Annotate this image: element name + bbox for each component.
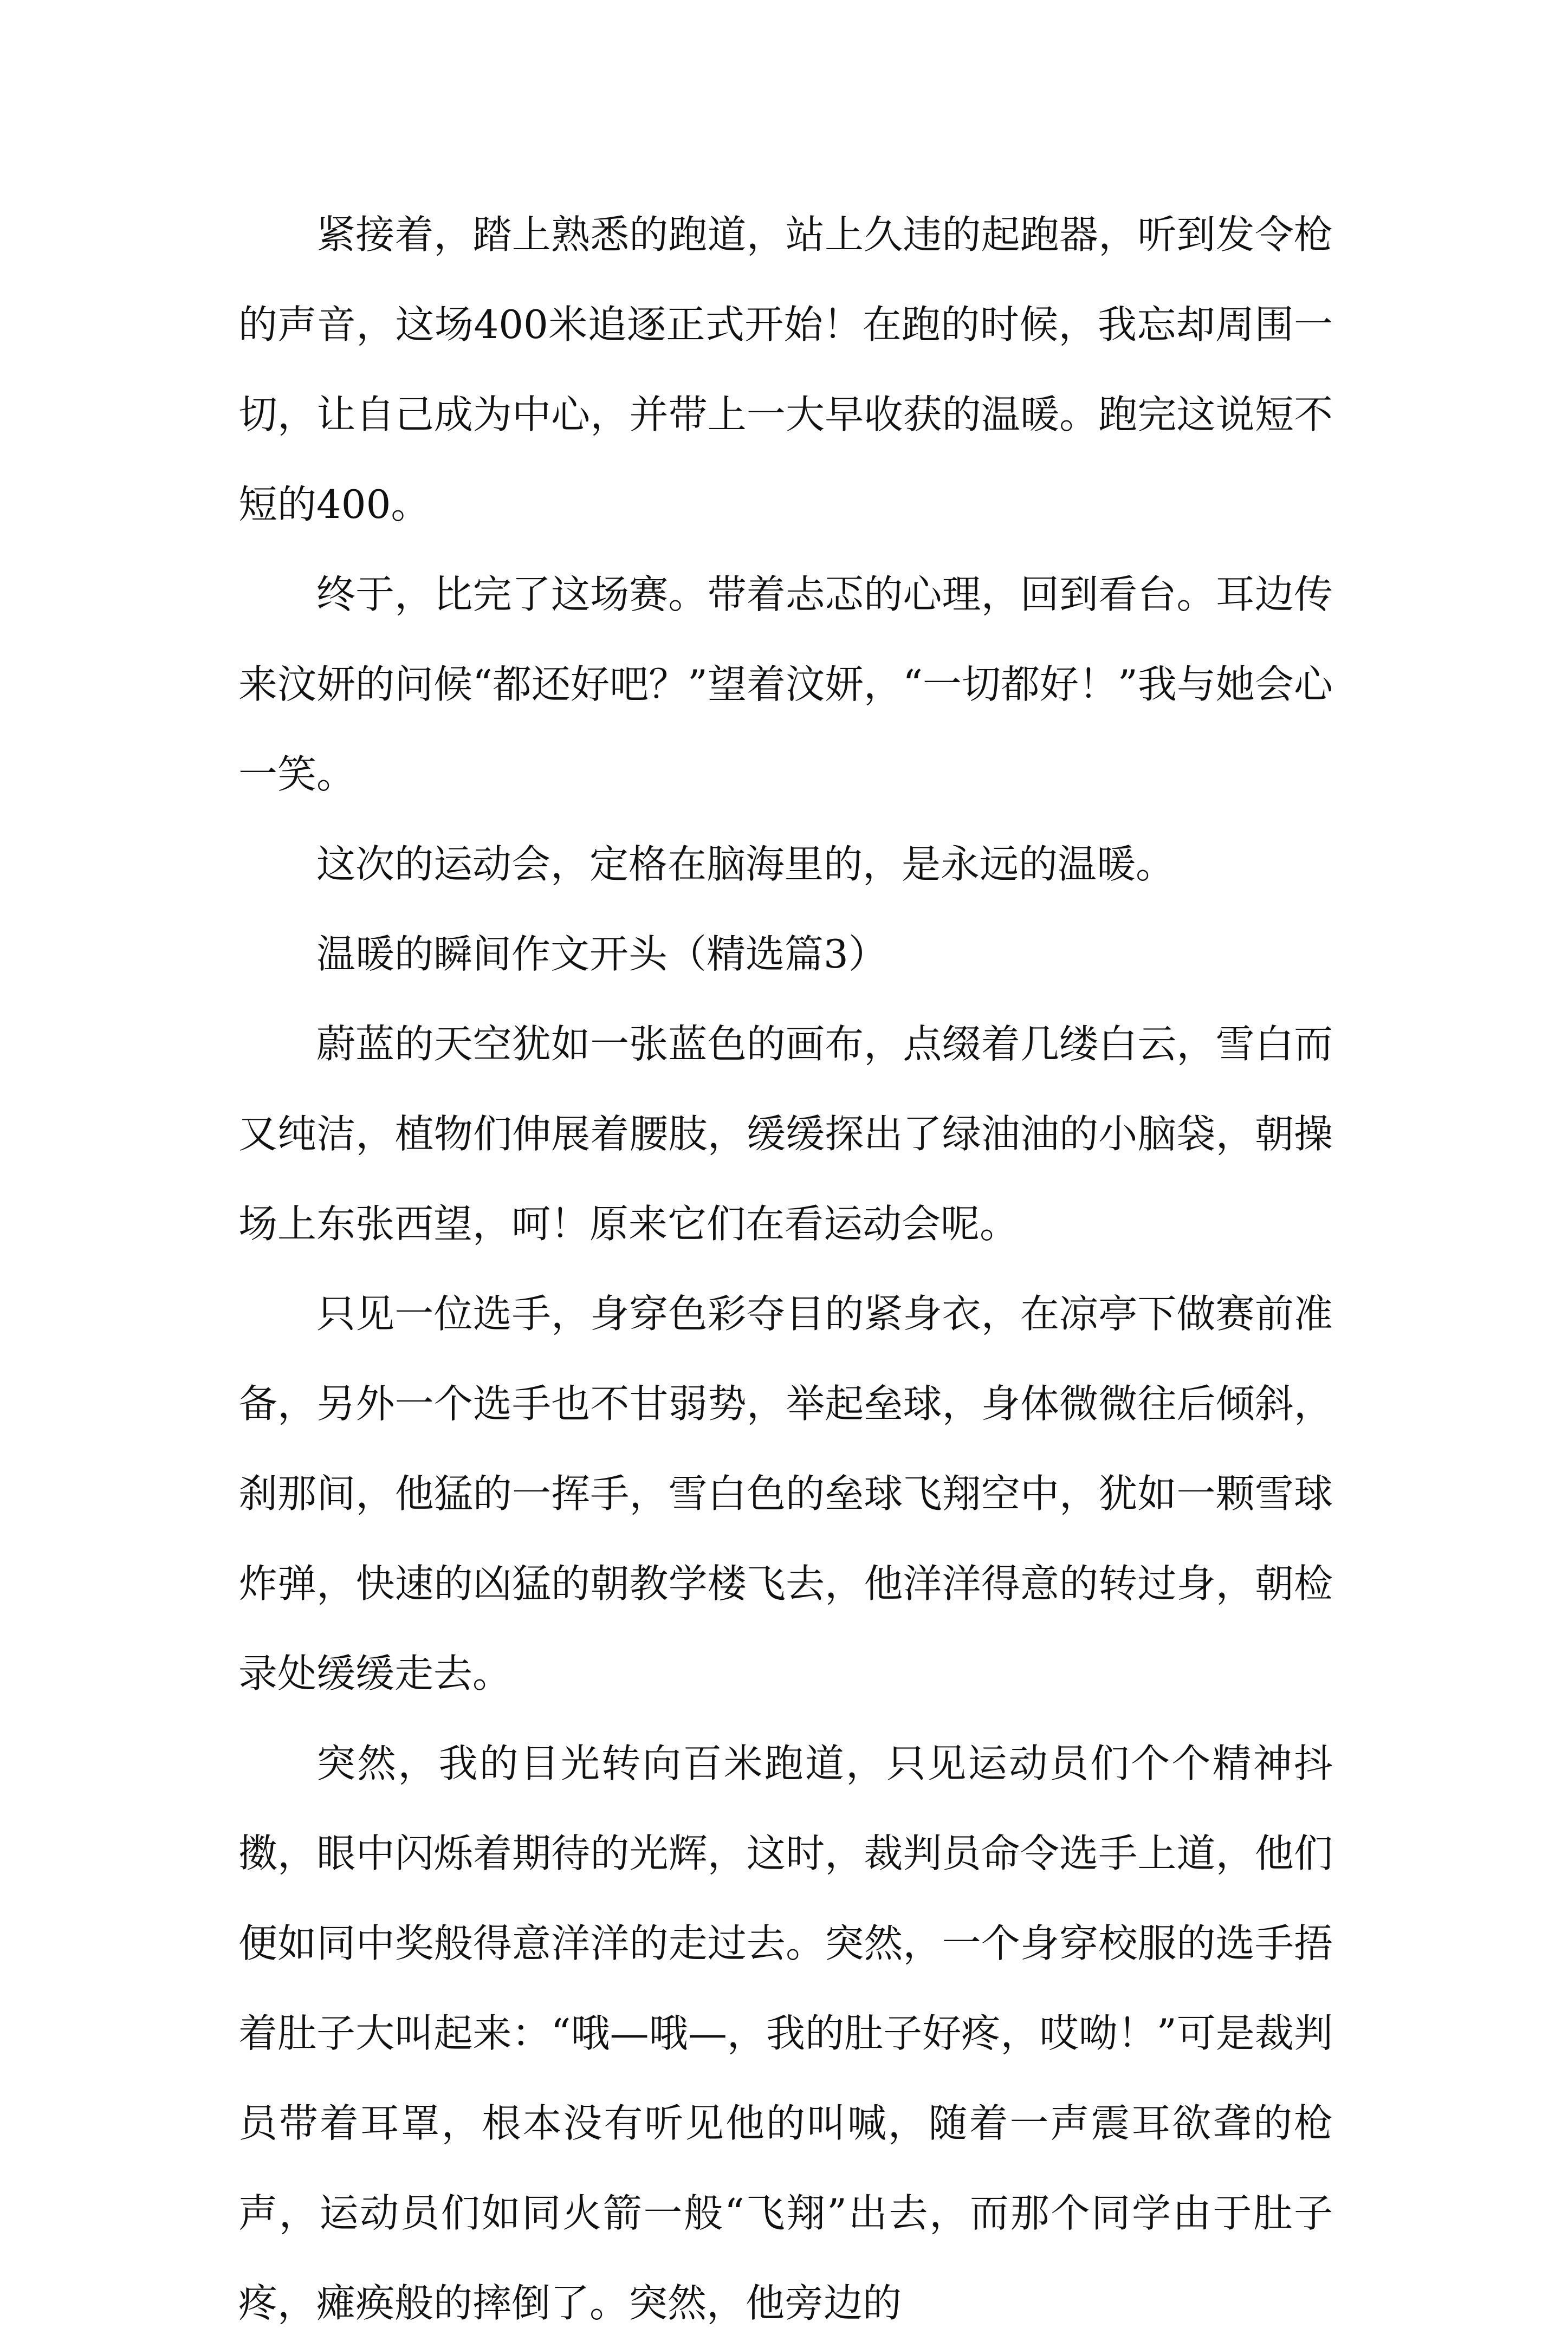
- document-body: [238, 190, 1333, 2348]
- paragraph-conclusion: 这次的运动会，定格在脑海里的，是永远的温暖。: [316, 841, 1175, 887]
- paragraph-sky: 蔚蓝的天空犹如一张蓝色的画布，点缀着几缕白云，雪白而又纯洁，植物们伸展着腰肢，缓缓探出了绿油油的小脑袋，朝操场上东张西望，呵！原来它们在看运动会呢。: [238, 1021, 1333, 1247]
- section-heading: 温暖的瞬间作文开头（精选篇3）: [316, 931, 887, 977]
- paragraph-softball: 只见一位选手，身穿色彩夺目的紧身衣，在凉亭下做赛前准备，另外一个选手也不甘弱势，举起垒球，身体微微往后倾斜，刹那间，他猛的一挥手，雪白色的垒球飞翔空中，犹如一颗雪球炸弹，快速的凶猛的朝教学楼飞去，他洋洋得意的转过身，朝检录处缓缓走去。: [238, 1291, 1333, 1696]
- paragraph-race-finish: 终于，比完了这场赛。带着忐忑的心理，回到看台。耳边传来汶妍的问候“都还好吧？”望着汶妍，“一切都好！”我与她会心一笑。: [238, 572, 1333, 797]
- paragraph-race-start: 紧接着，踏上熟悉的跑道，站上久违的起跑器，听到发令枪的声音，这场400米追逐正式开始！在跑的时候，我忘却周围一切，让自己成为中心，并带上一大早收获的温暖。跑完这说短不短的400。: [238, 212, 1333, 527]
- paragraph-sprint: 突然，我的目光转向百米跑道，只见运动员们个个精神抖擞，眼中闪烁着期待的光辉，这时，裁判员命令选手上道，他们便如同中奖般得意洋洋的走过去。突然，一个身穿校服的选手捂着肚子大叫起来：“哦—哦—，我的肚子好疼，哎呦！”可是裁判员带着耳罩，根本没有听见他的叫喊，随着一声震耳欲聋的枪声，运动员们如同火箭一般“飞翔”出去，而那个同学由于肚子疼，瘫痪般的摔倒了。突然，他旁边的: [238, 1741, 1333, 2326]
